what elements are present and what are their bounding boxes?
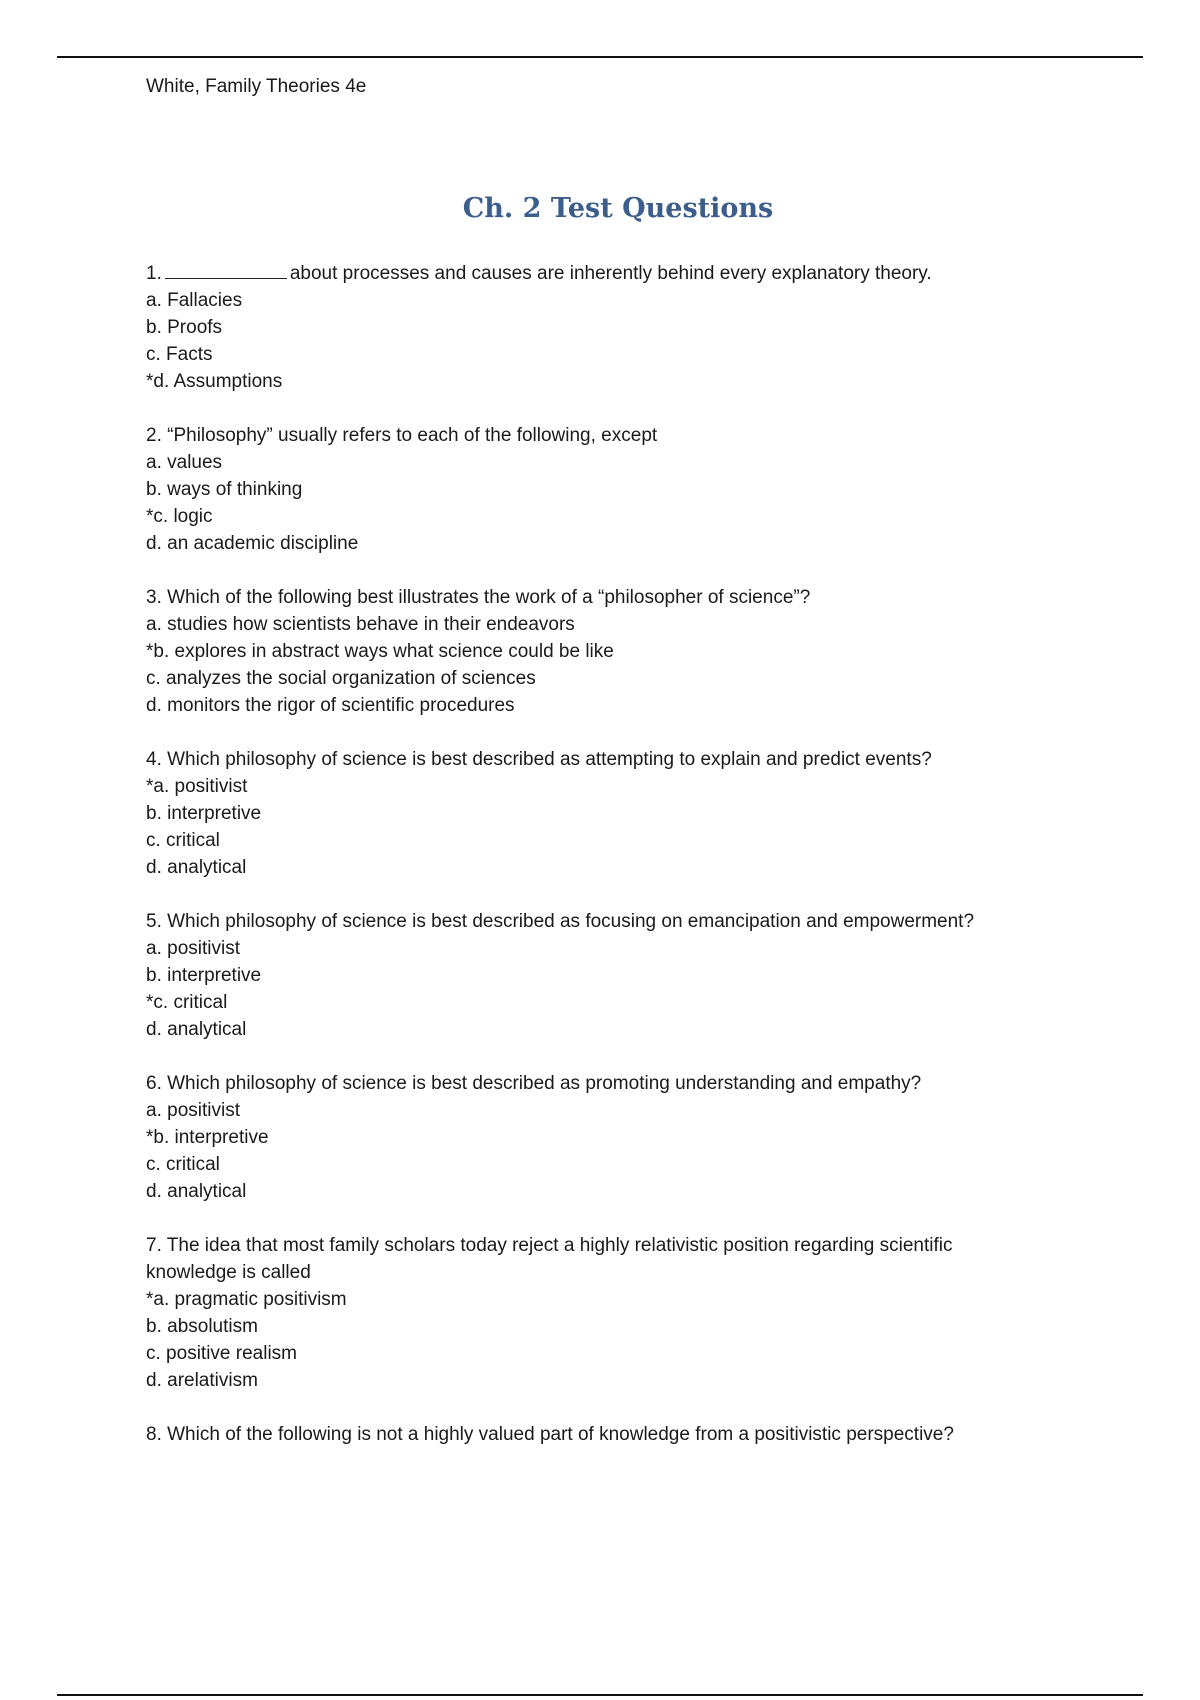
question-2: [146, 422, 1046, 557]
option: a. values: [146, 452, 223, 473]
question-7: [146, 1232, 1046, 1394]
answer-blank: [165, 260, 287, 279]
option: a. studies how scientists behave in their endeavors: [146, 614, 575, 635]
option: d. an academic discipline: [146, 533, 359, 554]
option: c. analyzes the social organization of sciences: [146, 668, 536, 689]
option: d. analytical: [146, 1181, 247, 1202]
option: b. absolutism: [146, 1316, 258, 1337]
question-1: [146, 260, 1046, 395]
option-correct: *a. positivist: [146, 776, 248, 797]
option: d. arelativism: [146, 1370, 258, 1391]
question-stem: 5. Which philosophy of science is best described as focusing on emancipation and empowerment?: [146, 911, 975, 932]
option-correct: *b. explores in abstract ways what science could be like: [146, 641, 614, 662]
bottom-rule: [57, 1694, 1143, 1696]
option: c. critical: [146, 1154, 220, 1175]
option: b. interpretive: [146, 965, 262, 986]
option-correct: *c. critical: [146, 992, 228, 1013]
option: a. Fallacies: [146, 290, 243, 311]
option: b. ways of thinking: [146, 479, 303, 500]
page-title: Ch. 2 Test Questions: [462, 193, 774, 224]
question-3: [146, 584, 1046, 719]
question-stem: 4. Which philosophy of science is best described as attempting to explain and predict events?: [146, 749, 932, 770]
question-4: [146, 746, 1046, 881]
option: b. interpretive: [146, 803, 262, 824]
question-stem: 7. The idea that most family scholars today reject a highly relativistic position regarding scientific knowledge is called: [146, 1235, 953, 1283]
option: a. positivist: [146, 938, 240, 959]
question-stem: 8. Which of the following is not a highly valued part of knowledge from a positivistic perspective?: [146, 1424, 954, 1445]
question-stem: 6. Which philosophy of science is best described as promoting understanding and empathy?: [146, 1073, 922, 1094]
option: a. positivist: [146, 1100, 240, 1121]
running-header: White, Family Theories 4e: [146, 76, 367, 97]
option: d. monitors the rigor of scientific procedures: [146, 695, 515, 716]
option: d. analytical: [146, 1019, 247, 1040]
option: c. critical: [146, 830, 220, 851]
question-5: [146, 908, 1046, 1043]
question-stem: [146, 260, 1046, 287]
question-text: about processes and causes are inherently behind every explanatory theory.: [289, 263, 932, 284]
option-correct: *b. interpretive: [146, 1127, 269, 1148]
question-stem: 3. Which of the following best illustrates the work of a “philosopher of science”?: [146, 587, 811, 608]
question-list: [146, 260, 1046, 1475]
option: c. Facts: [146, 344, 213, 365]
top-rule: [57, 56, 1143, 58]
question-stem: 2. “Philosophy” usually refers to each of the following, except: [146, 425, 658, 446]
question-number: 1.: [146, 263, 162, 284]
option: c. positive realism: [146, 1343, 297, 1364]
question-6: [146, 1070, 1046, 1205]
question-8: [146, 1421, 1046, 1448]
option-correct: *a. pragmatic positivism: [146, 1289, 347, 1310]
option: d. analytical: [146, 857, 247, 878]
option: b. Proofs: [146, 317, 223, 338]
option-correct: *d. Assumptions: [146, 371, 283, 392]
option-correct: *c. logic: [146, 506, 213, 527]
